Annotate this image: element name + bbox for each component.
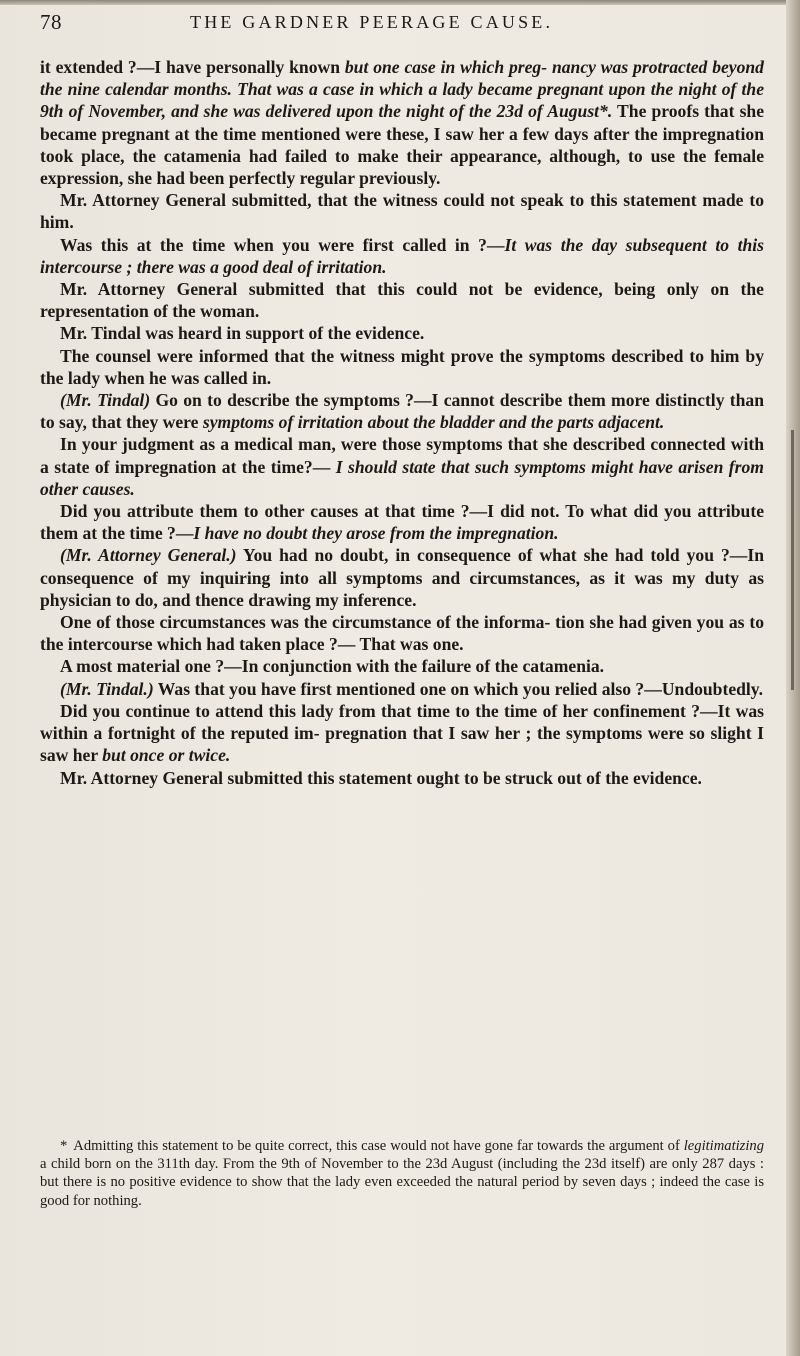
paragraph-6: The counsel were informed that the witness might prove the symptoms described to him by the lady when he was called in. bbox=[40, 345, 764, 388]
paragraph-9: Did you attribute them to other causes at that time ?—I did not. To what did you attribute them at the time ?—I have no doubt they arose from the impregnation. bbox=[40, 501, 764, 544]
gutter-shadow bbox=[791, 430, 794, 690]
paragraph-3: Was this at the time when you were first called in ?—It was the day subsequent to this intercourse ; there was a good deal of irritation. bbox=[40, 234, 764, 277]
paragraph-14: Did you continue to attend this lady from that time to the time of her confinement ?—It was within a fortnight of the reputed im- pregnation that I saw her ; the symptoms were so slight I saw her but once or twice. bbox=[40, 700, 764, 766]
paragraph-11: One of those circumstances was the circumstance of the informa- tion she had given you as to the intercourse which had taken place ?— That was one. bbox=[40, 612, 764, 655]
paragraph-10: (Mr. Attorney General.) You had no doubt, in consequence of what she had told you ?—In consequence of my inquiring into all symptoms and circumstances, as it was my duty as physician to do, and thence drawing my inference. bbox=[40, 545, 764, 610]
footnote bbox=[40, 1137, 764, 1210]
page-gutter-edge bbox=[786, 0, 800, 1356]
paragraph-15: Mr. Attorney General submitted this statement ought to be struck out of the evidence. bbox=[60, 767, 702, 788]
paragraph-12: A most material one ?—In conjunction with the failure of the catamenia. bbox=[60, 656, 605, 677]
paragraph-7: (Mr. Tindal) Go on to describe the symptoms ?—I cannot describe them more distinctly than to say, that they were symptoms of irritation about the bladder and the parts adjacent. bbox=[40, 390, 764, 433]
paragraph-8: In your judgment as a medical man, were those symptoms that she described connected with a state of impregnation at the time?— I should state that such symptoms might have arisen from other causes. bbox=[40, 434, 764, 499]
footnote-text: * Admitting this statement to be quite correct, this case would not have gone far towards the argument of legitimatizing a child born on the 311th day. From the 9th of November to the 23d August (including the 23d itself) are only 287 days : but there is no positive evidence to show that the lady even exceeded the natural period by seven days ; indeed the case is good for nothing. bbox=[40, 1138, 764, 1209]
paragraph-5: Mr. Tindal was heard in support of the evidence. bbox=[60, 323, 425, 344]
paragraph-1: it extended ?—I have personally known but one case in which preg- nancy was protracted beyond the nine calendar months. That was a case in which a lady became pregnant upon the night of the 9th of November, and she was delivered upon the night of the 23d of August*. The proofs that she became pregnant at the time mentioned were these, I saw her a few days after the impregnation took place, the catamenia had failed to make their appearance, although, to use the female expression, she had been perfectly regular previously. bbox=[40, 57, 765, 189]
paragraph-4: Mr. Attorney General submitted that this could not be evidence, being only on the representation of the woman. bbox=[40, 279, 764, 322]
footnote-marker: * bbox=[60, 1138, 68, 1154]
page-number: 78 bbox=[40, 10, 62, 34]
running-title: THE GARDNER PEERAGE CAUSE. bbox=[190, 12, 554, 32]
page-header bbox=[40, 8, 760, 38]
body-text bbox=[40, 56, 764, 789]
page-top-edge bbox=[0, 0, 800, 5]
paragraph-2: Mr. Attorney General submitted, that the witness could not speak to this statement made to him. bbox=[40, 190, 764, 233]
paragraph-13: (Mr. Tindal.) Was that you have first mentioned one on which you relied also ?—Undoubtedly. bbox=[60, 678, 764, 699]
